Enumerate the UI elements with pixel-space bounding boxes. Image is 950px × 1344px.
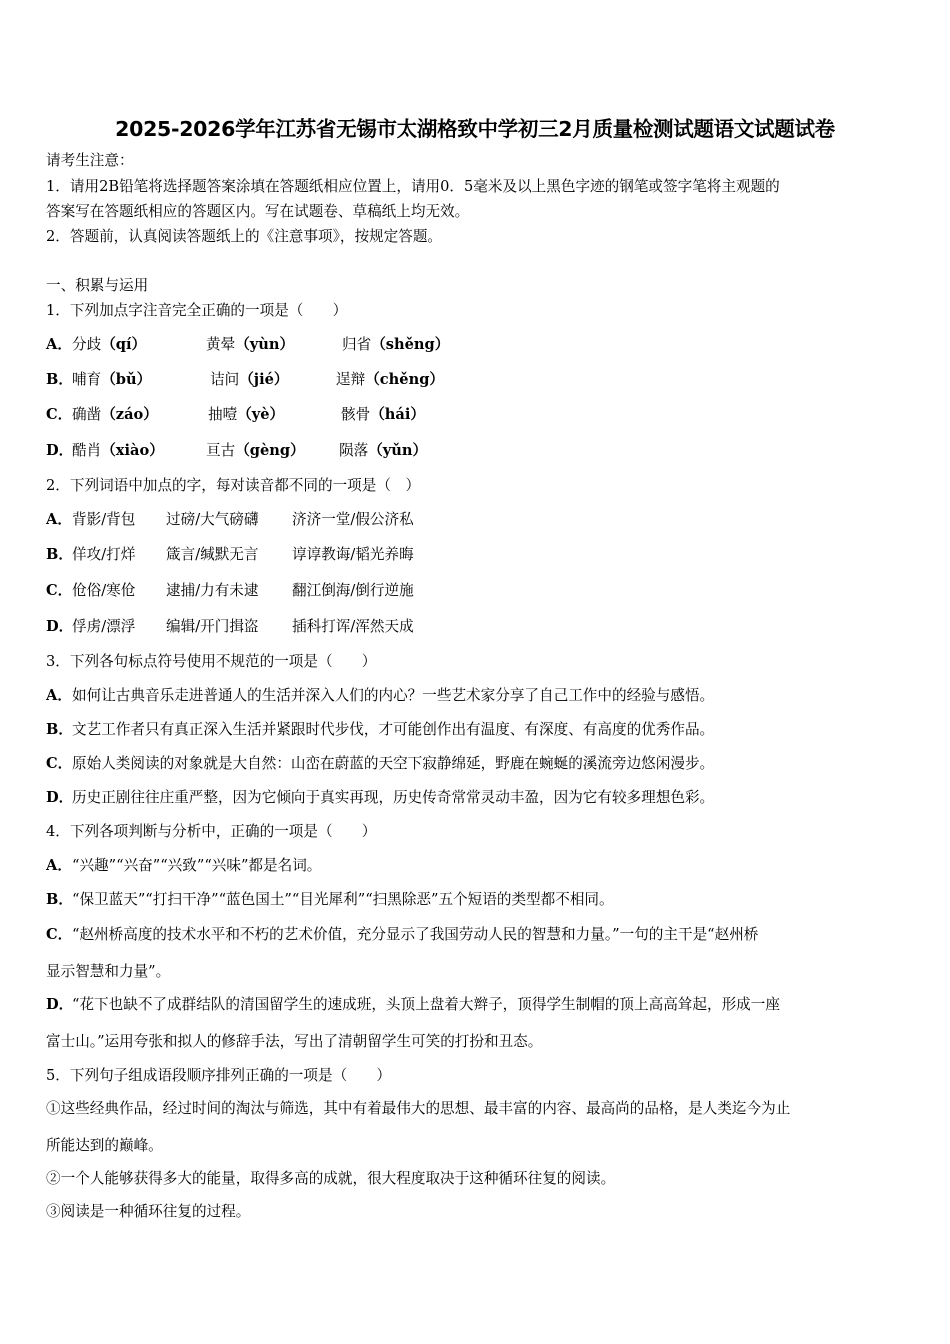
option-pair: 伧俗/寒伧	[72, 582, 136, 599]
option-label: D．	[46, 442, 74, 459]
option-text: 如何让古典音乐走进普通人的生活并深入人们的内心？一些艺术家分享了自己工作中的经验与感悟。	[72, 687, 715, 704]
notice-heading: 请考生注意：	[46, 152, 134, 169]
option-word: 归省	[342, 336, 372, 353]
option-word: 黄晕	[206, 336, 236, 353]
option-pinyin: （qí）	[101, 336, 147, 353]
option-word: 哺育	[72, 371, 102, 388]
page-title: 2025-2026学年江苏省无锡市太湖格致中学初三2月质量检测试题语文试题试卷	[115, 117, 835, 141]
option-word: 确凿	[72, 406, 102, 423]
question-1-stem: 1．下列加点字注音完全正确的一项是（ ）	[46, 302, 348, 319]
option-word: 骸骨	[341, 406, 371, 423]
option-label: C．	[46, 755, 73, 772]
option-pinyin: （bǔ）	[101, 371, 152, 388]
option-label: D．	[46, 996, 74, 1013]
question-5-sentence-1: ①这些经典作品，经过时间的淘汰与筛选，其中有着最伟大的思想、最丰富的内容、最高尚的品格，是人类迄今为止	[46, 1100, 791, 1117]
option-pinyin: （hái）	[370, 406, 426, 423]
question-5-sentence-2: ②一个人能够获得多大的能量，取得多高的成就，很大程度取决于这种循环往复的阅读。	[46, 1170, 616, 1187]
option-pinyin: （gèng）	[235, 442, 305, 459]
question-3-option-b	[46, 720, 714, 740]
option-pair: 俘虏/漂浮	[72, 618, 136, 635]
option-text: “赵州桥高度的技术水平和不朽的艺术价值，充分显示了我国劳动人民的智慧和力量。”一句的主干是“赵州桥	[72, 926, 759, 943]
option-pair: 翻江倒海/倒行逆施	[292, 582, 414, 599]
question-4-option-a	[46, 856, 321, 876]
question-5-sentence-3: ③阅读是一种循环往复的过程。	[46, 1203, 251, 1220]
option-pinyin: （chěng）	[365, 371, 444, 388]
question-5-stem: 5．下列句子组成语段顺序排列正确的一项是（ ）	[46, 1067, 391, 1084]
question-3-option-c	[46, 754, 714, 774]
option-pair: 济济一堂/假公济私	[292, 511, 414, 528]
option-text: “花下也缺不了成群结队的清国留学生的速成班，头顶上盘着大辫子，顶得学生制帽的顶上高高耸起，形成一座	[72, 996, 780, 1013]
option-label: D．	[46, 618, 74, 635]
option-pinyin: （yǔn）	[368, 442, 428, 459]
question-4-option-d	[46, 995, 780, 1015]
option-pair: 插科打诨/浑然天成	[292, 618, 414, 635]
option-word: 亘古	[206, 442, 236, 459]
option-pair: 背影/背包	[72, 511, 136, 528]
option-label: B．	[46, 371, 73, 388]
option-word: 逞辩	[336, 371, 366, 388]
option-pair: 过磅/大气磅礴	[166, 511, 259, 528]
question-3-stem: 3．下列各句标点符号使用不规范的一项是（ ）	[46, 653, 377, 670]
option-label: A．	[46, 687, 72, 704]
option-label: B．	[46, 721, 73, 738]
question-4-option-b	[46, 890, 614, 910]
notice-item-2: 2．答题前，认真阅读答题纸上的《注意事项》，按规定答题。	[46, 228, 443, 245]
option-text: 历史正剧往往庄重严整，因为它倾向于真实再现，历史传奇常常灵动丰盈，因为它有较多理想色彩。	[72, 789, 715, 806]
option-label: A．	[46, 857, 72, 874]
option-text: “保卫蓝天”“打扫干净”“蓝色国土”“目光犀利”“扫黑除恶”五个短语的类型都不相同。	[72, 891, 614, 908]
question-4-option-c-line-2: 显示智慧和力量”。	[46, 963, 171, 980]
option-pinyin: （jié）	[239, 371, 289, 388]
option-word: 诘问	[210, 371, 240, 388]
option-label: B．	[46, 891, 73, 908]
notice-item-1-line-2: 答案写在答题纸相应的答题区内。写在试题卷、草稿纸上均无效。	[46, 203, 470, 220]
option-pinyin: （záo）	[101, 406, 158, 423]
option-label: A．	[46, 336, 72, 353]
option-word: 分歧	[72, 336, 102, 353]
option-pair: 佯攻/打烊	[72, 546, 136, 563]
question-5-sentence-1-line-2: 所能达到的巅峰。	[46, 1137, 163, 1154]
option-label: A．	[46, 511, 72, 528]
option-text: 原始人类阅读的对象就是大自然：山峦在蔚蓝的天空下寂静绵延，野鹿在蜿蜒的溪流旁边悠闲漫步。	[72, 755, 715, 772]
option-pair: 逮捕/力有未逮	[166, 582, 259, 599]
option-text: 文艺工作者只有真正深入生活并紧跟时代步伐，才可能创作出有温度、有深度、有高度的优秀作品。	[72, 721, 715, 738]
option-pinyin: （yè）	[237, 406, 285, 423]
option-pair: 箴言/缄默无言	[166, 546, 259, 563]
option-label: C．	[46, 406, 73, 423]
option-label: D．	[46, 789, 74, 806]
question-3-option-d	[46, 788, 714, 808]
option-pinyin: （xiào）	[101, 442, 164, 459]
option-text: “兴趣”“兴奋”“兴致”“兴味”都是名词。	[72, 857, 322, 874]
question-2-stem: 2．下列词语中加点的字，每对读音都不同的一项是（ ）	[46, 477, 421, 494]
section-heading: 一、积累与运用	[46, 277, 149, 294]
option-word: 抽噎	[208, 406, 238, 423]
question-3-option-a	[46, 686, 714, 706]
option-word: 酷肖	[72, 442, 102, 459]
question-4-option-c	[46, 925, 758, 945]
option-pair: 编辑/开门揖盗	[166, 618, 259, 635]
option-pinyin: （shěng）	[371, 336, 450, 353]
notice-item-1-line-1: 1．请用2B铅笔将选择题答案涂填在答题纸相应位置上，请用0．5毫米及以上黑色字迹的钢笔或签字笔将主观题的	[46, 178, 780, 195]
option-label: B．	[46, 546, 73, 563]
option-pair: 谆谆教诲/韬光养晦	[292, 546, 414, 563]
option-pinyin: （yùn）	[235, 336, 295, 353]
option-word: 陨落	[339, 442, 369, 459]
option-label: C．	[46, 582, 73, 599]
option-label: C．	[46, 926, 73, 943]
question-4-stem: 4．下列各项判断与分析中，正确的一项是（ ）	[46, 823, 377, 840]
question-4-option-d-line-2: 富士山。”运用夸张和拟人的修辞手法，写出了清朝留学生可笑的打扮和丑态。	[46, 1033, 543, 1050]
